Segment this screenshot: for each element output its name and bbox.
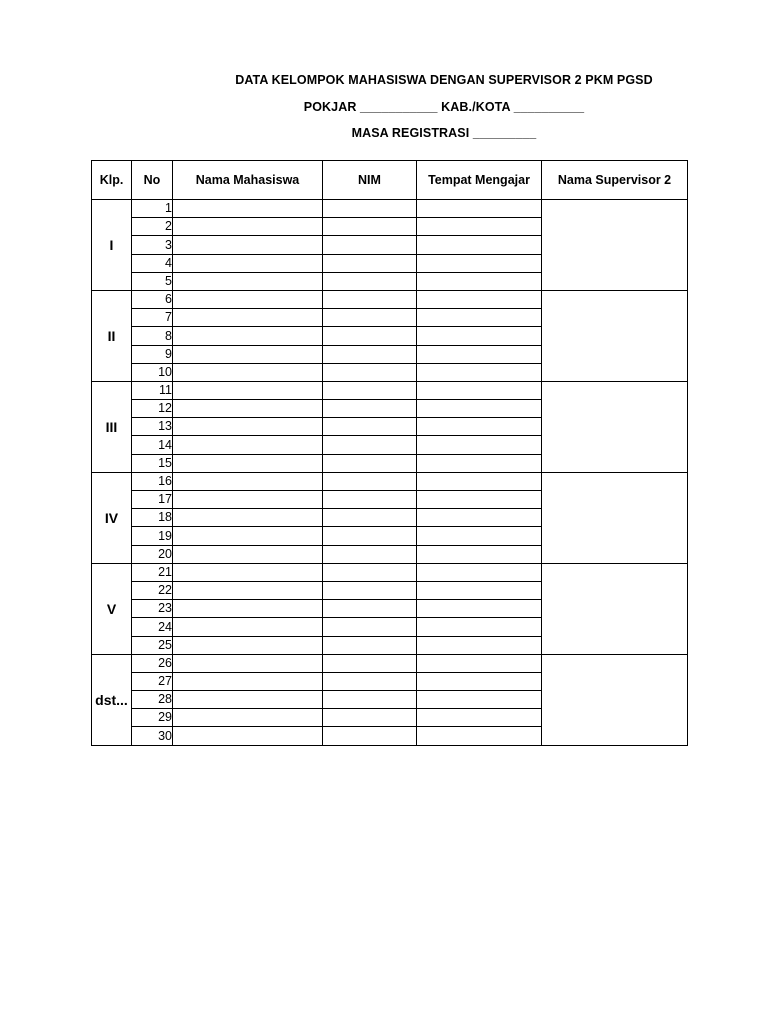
nim-cell: [323, 618, 417, 636]
tempat-mengajar-cell: [417, 454, 542, 472]
nama-mahasiswa-cell: [173, 600, 323, 618]
nim-cell: [323, 709, 417, 727]
row-number: 4: [132, 254, 173, 272]
row-number: 15: [132, 454, 173, 472]
nim-cell: [323, 418, 417, 436]
header-nim: NIM: [323, 161, 417, 200]
tempat-mengajar-cell: [417, 363, 542, 381]
supervisor-cell: [542, 381, 688, 472]
nama-mahasiswa-cell: [173, 345, 323, 363]
nim-cell: [323, 545, 417, 563]
nim-cell: [323, 672, 417, 690]
masa-registrasi-line: MASA REGISTRASI _________: [351, 126, 537, 140]
nama-mahasiswa-cell: [173, 272, 323, 290]
nama-mahasiswa-cell: [173, 418, 323, 436]
row-number: 11: [132, 381, 173, 399]
supervisor-cell: [542, 290, 688, 381]
nim-cell: [323, 727, 417, 745]
tempat-mengajar-cell: [417, 709, 542, 727]
header-klp: Klp.: [92, 161, 132, 200]
nama-mahasiswa-cell: [173, 509, 323, 527]
tempat-mengajar-cell: [417, 381, 542, 399]
nama-mahasiswa-cell: [173, 472, 323, 490]
nim-cell: [323, 309, 417, 327]
row-number: 12: [132, 400, 173, 418]
row-number: 6: [132, 290, 173, 308]
tempat-mengajar-cell: [417, 327, 542, 345]
nim-cell: [323, 327, 417, 345]
row-number: 1: [132, 200, 173, 218]
tempat-mengajar-cell: [417, 691, 542, 709]
header-no: No: [132, 161, 173, 200]
nama-mahasiswa-cell: [173, 654, 323, 672]
nama-mahasiswa-cell: [173, 636, 323, 654]
nim-cell: [323, 581, 417, 599]
row-number: 5: [132, 272, 173, 290]
nama-mahasiswa-cell: [173, 309, 323, 327]
nim-cell: [323, 454, 417, 472]
table-row: [92, 563, 688, 581]
nama-mahasiswa-cell: [173, 454, 323, 472]
row-number: 20: [132, 545, 173, 563]
tempat-mengajar-cell: [417, 545, 542, 563]
nim-cell: [323, 236, 417, 254]
tempat-mengajar-cell: [417, 309, 542, 327]
group-label: III: [92, 381, 132, 472]
nim-cell: [323, 381, 417, 399]
table-row: [92, 200, 688, 218]
table-row: [92, 381, 688, 399]
tempat-mengajar-cell: [417, 272, 542, 290]
tempat-mengajar-cell: [417, 563, 542, 581]
supervisor-cell: [542, 472, 688, 563]
row-number: 8: [132, 327, 173, 345]
tempat-mengajar-cell: [417, 218, 542, 236]
nim-cell: [323, 563, 417, 581]
nama-mahasiswa-cell: [173, 618, 323, 636]
nama-mahasiswa-cell: [173, 727, 323, 745]
nama-mahasiswa-cell: [173, 363, 323, 381]
row-number: 21: [132, 563, 173, 581]
row-number: 29: [132, 709, 173, 727]
nama-mahasiswa-cell: [173, 254, 323, 272]
nim-cell: [323, 218, 417, 236]
tempat-mengajar-cell: [417, 236, 542, 254]
nama-mahasiswa-cell: [173, 200, 323, 218]
nim-cell: [323, 636, 417, 654]
tempat-mengajar-cell: [417, 600, 542, 618]
row-number: 2: [132, 218, 173, 236]
tempat-mengajar-cell: [417, 418, 542, 436]
table-row: [92, 472, 688, 490]
nama-mahasiswa-cell: [173, 218, 323, 236]
tempat-mengajar-cell: [417, 345, 542, 363]
row-number: 16: [132, 472, 173, 490]
supervisor-cell: [542, 654, 688, 745]
row-number: 14: [132, 436, 173, 454]
row-number: 28: [132, 691, 173, 709]
nim-cell: [323, 363, 417, 381]
tempat-mengajar-cell: [417, 581, 542, 599]
nim-cell: [323, 400, 417, 418]
nim-cell: [323, 272, 417, 290]
nama-mahasiswa-cell: [173, 381, 323, 399]
nim-cell: [323, 290, 417, 308]
header-nama-supervisor: Nama Supervisor 2: [542, 161, 688, 200]
row-number: 27: [132, 672, 173, 690]
student-group-table: [91, 160, 688, 746]
tempat-mengajar-cell: [417, 636, 542, 654]
tempat-mengajar-cell: [417, 509, 542, 527]
nama-mahasiswa-cell: [173, 436, 323, 454]
row-number: 10: [132, 363, 173, 381]
table-row: [92, 290, 688, 308]
tempat-mengajar-cell: [417, 654, 542, 672]
tempat-mengajar-cell: [417, 527, 542, 545]
group-label: I: [92, 200, 132, 291]
nim-cell: [323, 527, 417, 545]
pokjar-kabkota-line: POKJAR ___________ KAB./KOTA __________: [303, 100, 585, 114]
nim-cell: [323, 600, 417, 618]
nim-cell: [323, 691, 417, 709]
nama-mahasiswa-cell: [173, 581, 323, 599]
nim-cell: [323, 491, 417, 509]
row-number: 3: [132, 236, 173, 254]
tempat-mengajar-cell: [417, 290, 542, 308]
table-row: [92, 654, 688, 672]
document-title: DATA KELOMPOK MAHASISWA DENGAN SUPERVISOR 2 PKM PGSD: [235, 73, 653, 87]
nama-mahasiswa-cell: [173, 290, 323, 308]
nim-cell: [323, 254, 417, 272]
nama-mahasiswa-cell: [173, 709, 323, 727]
row-number: 26: [132, 654, 173, 672]
header-tempat-mengajar: Tempat Mengajar: [417, 161, 542, 200]
tempat-mengajar-cell: [417, 618, 542, 636]
nim-cell: [323, 200, 417, 218]
row-number: 19: [132, 527, 173, 545]
nama-mahasiswa-cell: [173, 527, 323, 545]
tempat-mengajar-cell: [417, 254, 542, 272]
group-label: IV: [92, 472, 132, 563]
nama-mahasiswa-cell: [173, 327, 323, 345]
nim-cell: [323, 654, 417, 672]
group-label: II: [92, 290, 132, 381]
nim-cell: [323, 436, 417, 454]
group-label: V: [92, 563, 132, 654]
tempat-mengajar-cell: [417, 727, 542, 745]
nama-mahasiswa-cell: [173, 563, 323, 581]
row-number: 13: [132, 418, 173, 436]
supervisor-cell: [542, 200, 688, 291]
tempat-mengajar-cell: [417, 491, 542, 509]
nim-cell: [323, 472, 417, 490]
nama-mahasiswa-cell: [173, 491, 323, 509]
nama-mahasiswa-cell: [173, 400, 323, 418]
row-number: 30: [132, 727, 173, 745]
row-number: 9: [132, 345, 173, 363]
tempat-mengajar-cell: [417, 436, 542, 454]
row-number: 7: [132, 309, 173, 327]
row-number: 22: [132, 581, 173, 599]
tempat-mengajar-cell: [417, 472, 542, 490]
tempat-mengajar-cell: [417, 200, 542, 218]
group-label: dst...: [92, 654, 132, 745]
nama-mahasiswa-cell: [173, 236, 323, 254]
nama-mahasiswa-cell: [173, 672, 323, 690]
row-number: 25: [132, 636, 173, 654]
row-number: 24: [132, 618, 173, 636]
nama-mahasiswa-cell: [173, 545, 323, 563]
tempat-mengajar-cell: [417, 672, 542, 690]
nim-cell: [323, 345, 417, 363]
supervisor-cell: [542, 563, 688, 654]
header-nama-mahasiswa: Nama Mahasiswa: [173, 161, 323, 200]
row-number: 17: [132, 491, 173, 509]
nim-cell: [323, 509, 417, 527]
nama-mahasiswa-cell: [173, 691, 323, 709]
row-number: 23: [132, 600, 173, 618]
row-number: 18: [132, 509, 173, 527]
table-header-row: [92, 161, 688, 200]
tempat-mengajar-cell: [417, 400, 542, 418]
